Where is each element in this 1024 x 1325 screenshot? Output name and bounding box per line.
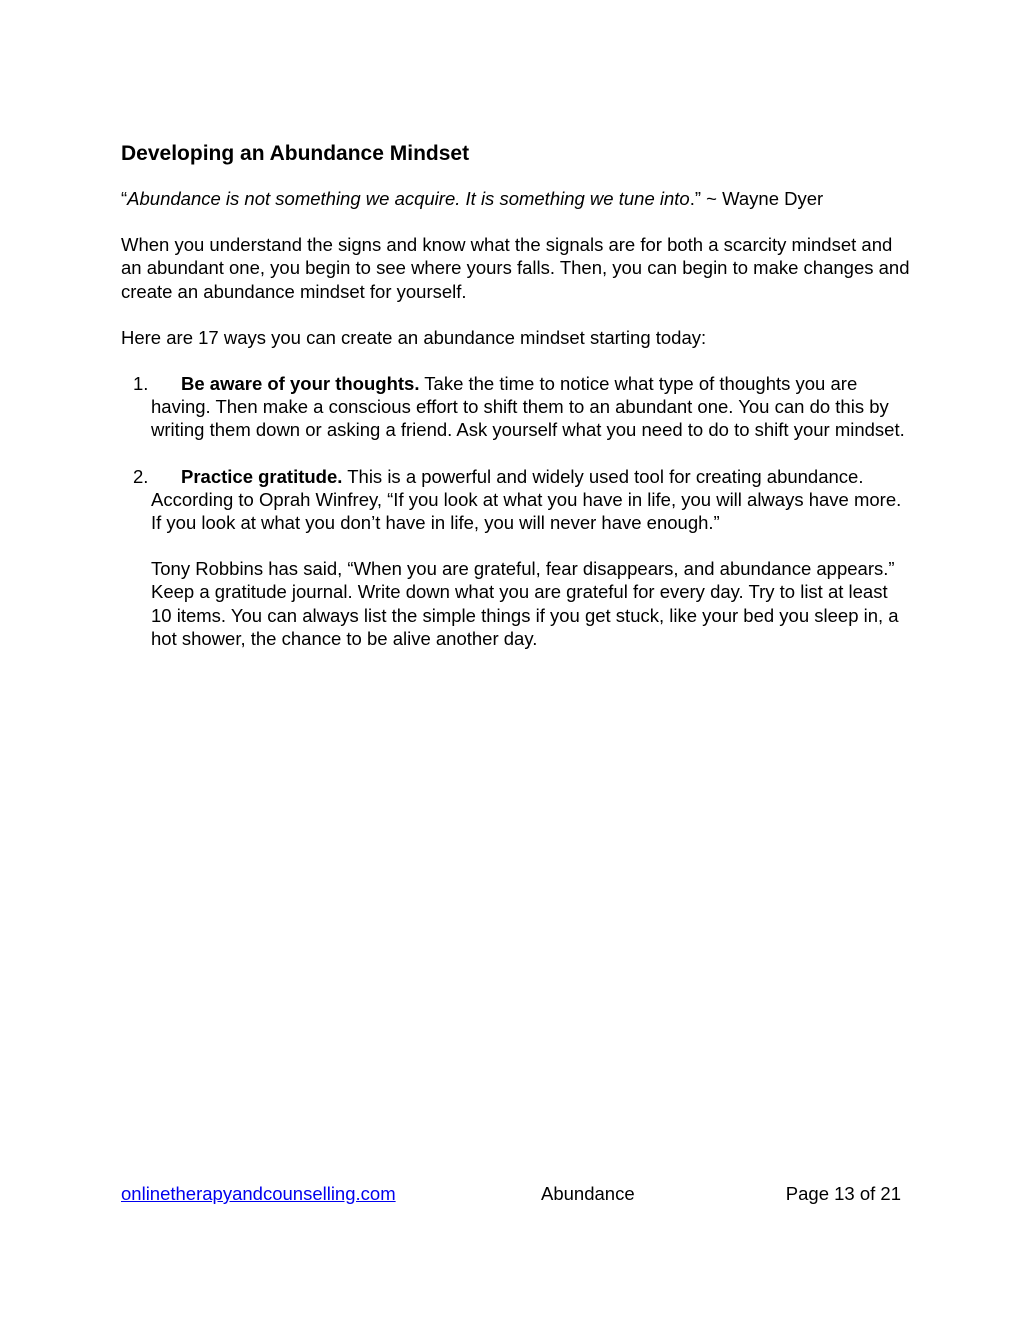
page-body	[121, 140, 911, 673]
list-item-continuation: Tony Robbins has said, “When you are grateful, fear disappears, and abundance appears.” Keep a gratitude journal. Write down what you are grateful for every day. Try to list at least 10 items. You can always list the simple things if you get stuck, like your bed you sleep in, a hot shower, the chance to be alive another day.	[151, 558, 899, 649]
list-item-text: Take the time to notice what type of thoughts you are having. Then make a conscious effort to shift them to an abundant one. You can do this by writing them down or asking a friend. Ask yourself what you need to do to shift your mindset.	[151, 373, 905, 441]
list-item-text: This is a powerful and widely used tool for creating abundance. According to Oprah Winfrey, “If you look at what you have in life, you will always have more. If you look at what you don’t have in life, you will never have enough.”	[151, 465, 902, 534]
epigraph-quote	[121, 187, 911, 210]
intro-paragraph: When you understand the signs and know what the signals are for both a scarcity mindset and an abundant one, you begin to see where yours falls. Then, you can begin to make changes and create an abundance mindset for yourself.	[121, 234, 910, 302]
footer-document-title: Abundance	[541, 1183, 635, 1204]
list-lead-in: Here are 17 ways you can create an abundance mindset starting today:	[121, 326, 707, 348]
list-item-number: 1.	[133, 373, 149, 395]
list-item-title: Practice gratitude.	[181, 465, 343, 487]
list-item-title: Be aware of your thoughts.	[181, 373, 420, 395]
quote-open-mark: “	[121, 188, 128, 209]
page-number: Page 13 of 21	[785, 1183, 901, 1204]
list-item	[121, 465, 911, 650]
list-item-number: 2.	[133, 465, 149, 487]
list-item	[121, 372, 911, 442]
page-title: Developing an Abundance Mindset	[121, 142, 470, 165]
quote-text: Abundance is not something we acquire. It is something we tune into	[127, 188, 690, 209]
website-link[interactable]: onlinetherapyandcounselling.com	[121, 1183, 396, 1204]
tips-list	[121, 372, 911, 650]
quote-attribution: .” ~ Wayne Dyer	[689, 188, 824, 209]
